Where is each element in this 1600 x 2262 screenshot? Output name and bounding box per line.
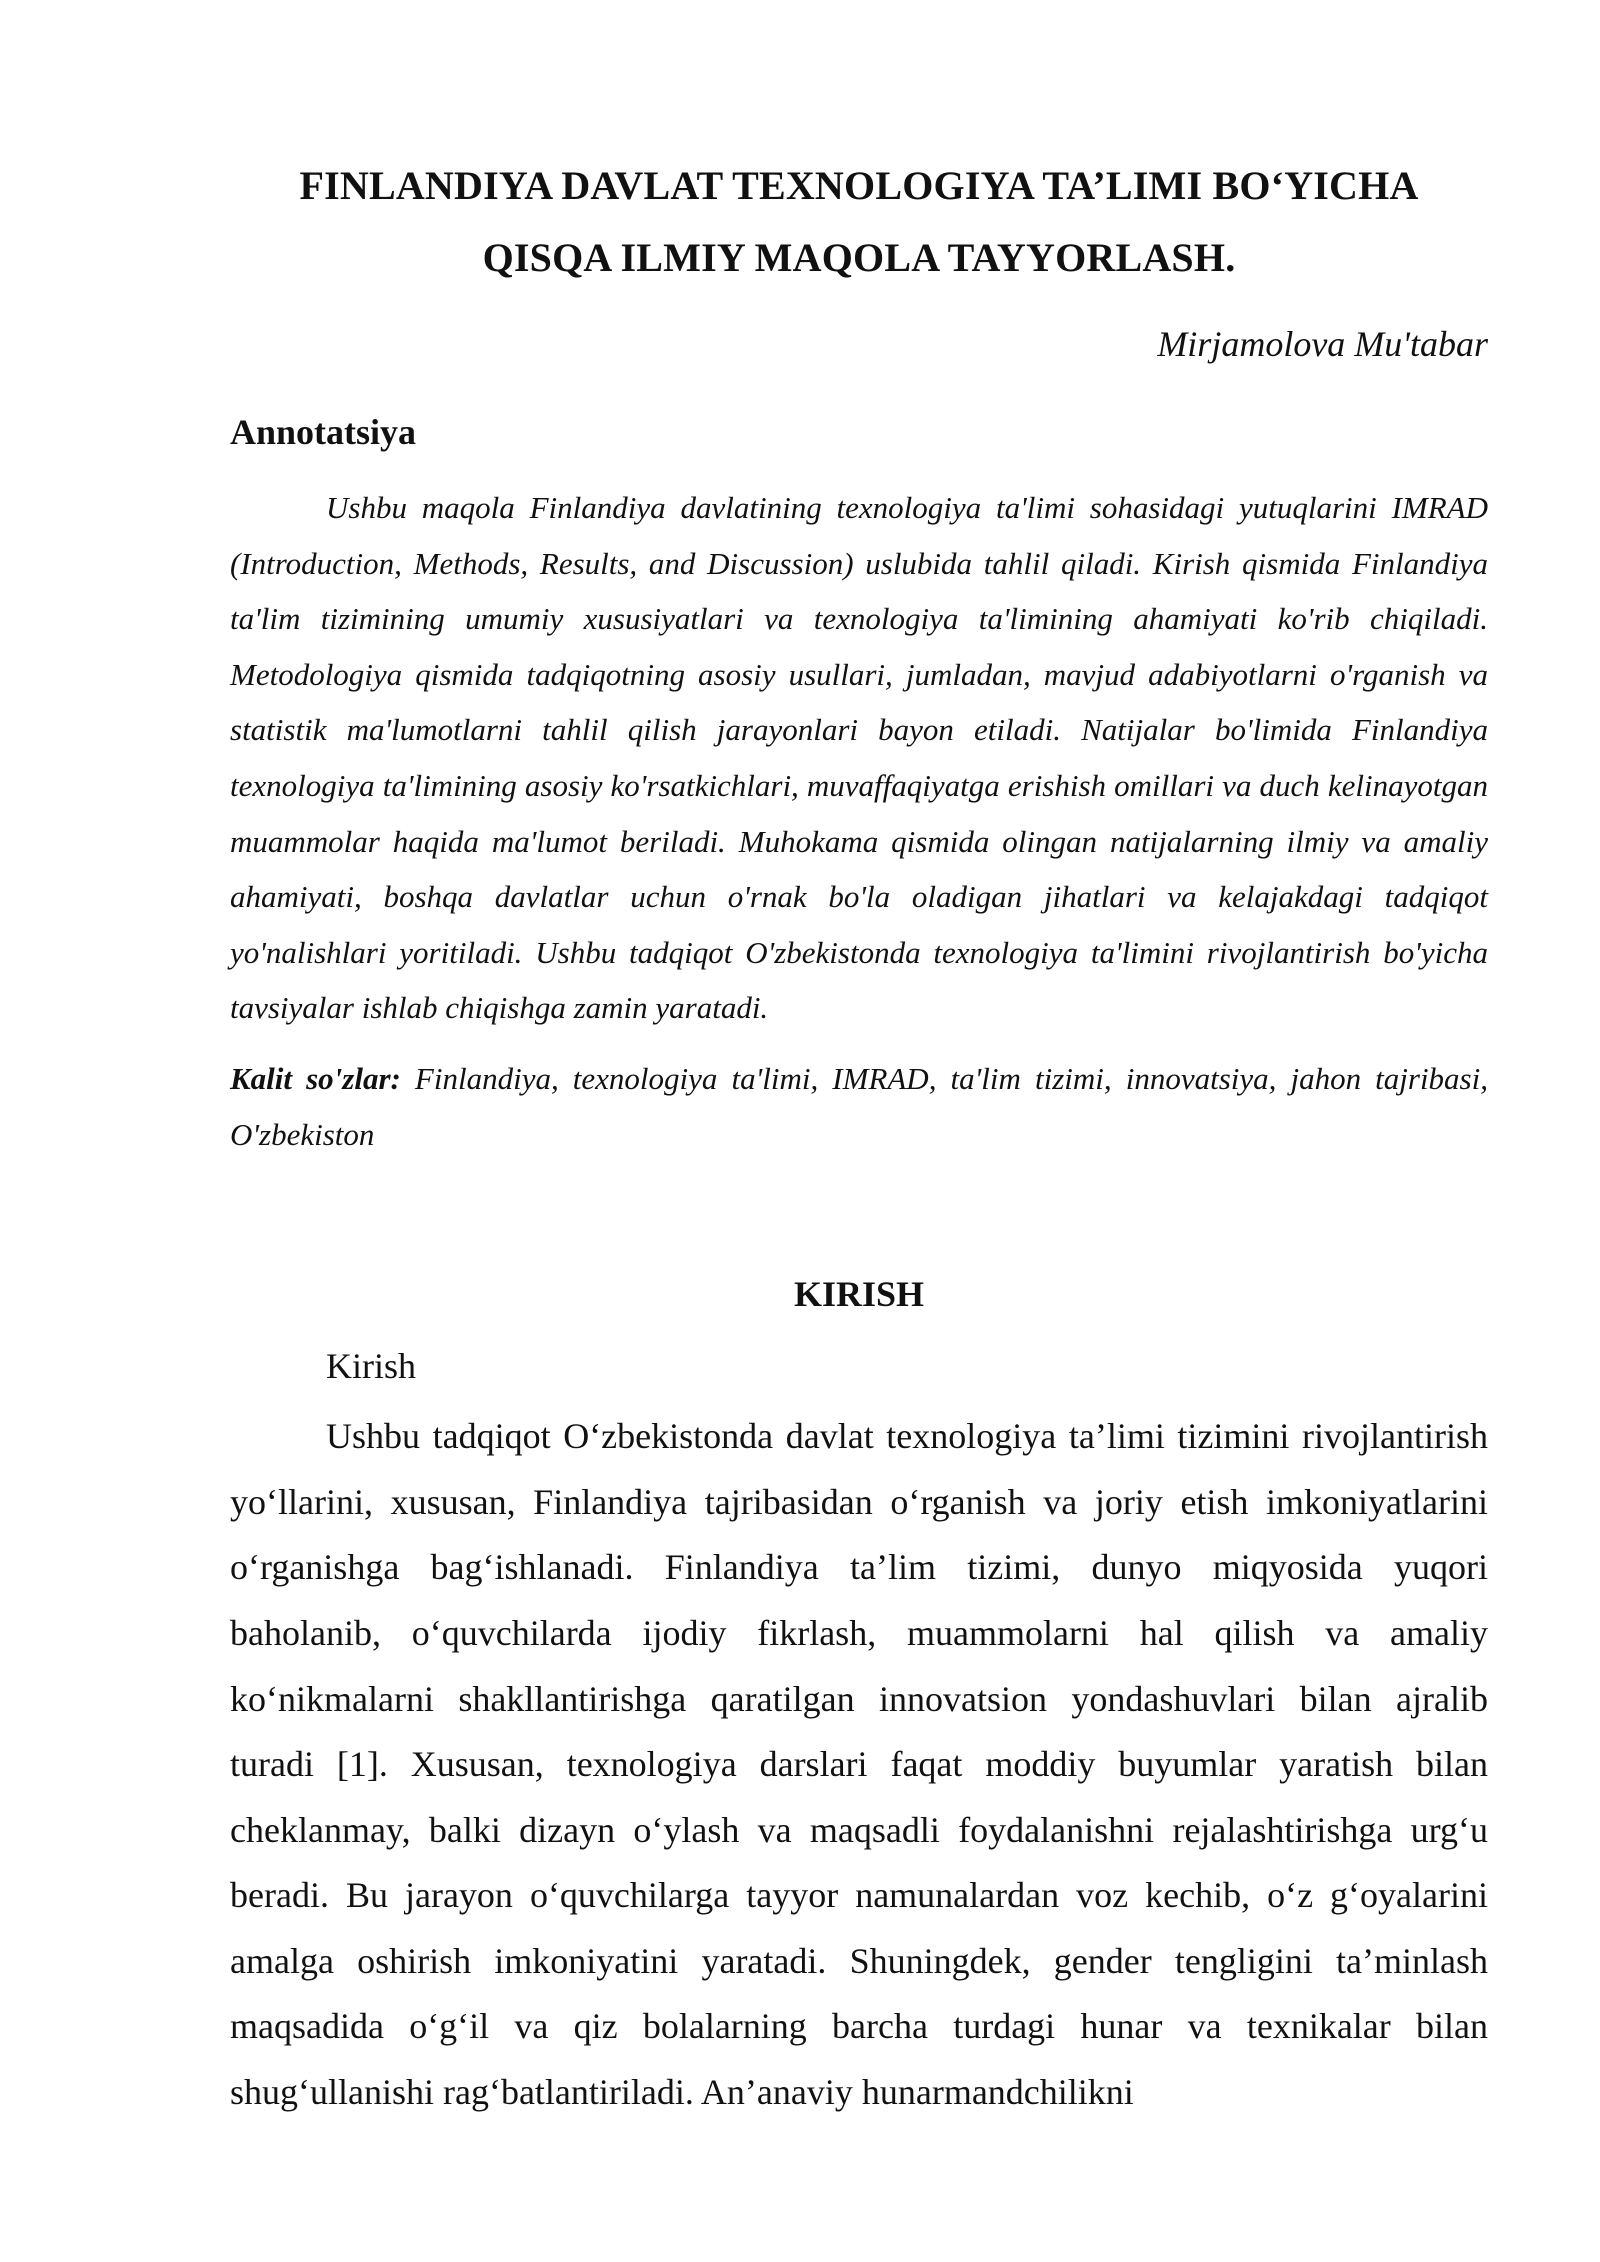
paper-title-line-1: FINLANDIYA DAVLAT TEXNOLOGIYA TA’LIMI BO‘YICHA — [299, 163, 1419, 208]
paper-title-line-2: QISQA ILMIY MAQOLA TAYYORLASH. — [482, 235, 1236, 280]
section-heading-kirish: KIRISH — [793, 1274, 925, 1315]
paper-title — [230, 150, 1488, 294]
abstract-text: Ushbu maqola Finlandiya davlatining texnologiya ta'limi sohasidagi yutuqlarini IMRAD (Introduction, Methods, Results, and Discussion) uslubida tahlil qiladi. Kirish qismida Finlandiya ta'lim tizimining umumiy xususiyatlari va texnologiya ta'limining ahamiyati ko'rib chiqiladi. Metodologiya qismida tadqiqotning asosiy usullari, jumladan, mavjud adabiyotlarni o'rganish va statistik ma'lumotlarni tahlil qilish jarayonlari bayon etiladi. Natijalar bo'limida Finlandiya texnologiya ta'limining asosiy ko'rsatkichlari, muvaffaqiyatga erishish omillari va duch kelinayotgan muammolar haqida ma'lumot beriladi. Muhokama qismida olingan natijalarning ilmiy va amaliy ahamiyati, boshqa davlatlar uchun o'rnak bo'la oladigan jihatlari va kelajakdagi tadqiqot yo'nalishlari yoritiladi. Ushbu tadqiqot O'zbekistonda texnologiya ta'limini rivojlantirish bo'yicha tavsiyalar ishlab chiqishga zamin yaratadi. — [230, 490, 1488, 1026]
intro-paragraph: Ushbu tadqiqot O‘zbekistonda davlat texnologiya ta’limi tizimini rivojlantirish yo‘llarini, xususan, Finlandiya tajribasidan o‘rganish va joriy etish imkoniyatlarini o‘rganishga bag‘ishlanadi. Finlandiya ta’lim tizimi, dunyo miqyosida yuqori baholanib, o‘quvchilarda ijodiy fikrlash, muammolarni hal qilish va amaliy ko‘nikmalarni shakllantirishga qaratilgan innovatsion yondashuvlari bilan ajralib turadi [1]. Xususan, texnologiya darslari faqat moddiy buyumlar yaratish bilan cheklanmay, balki dizayn o‘ylash va maqsadli foydalanishni rejalashtirishga urg‘u beradi. Bu jarayon o‘quvchilarga tayyor namunalardan voz kechib, o‘z g‘oyalarini amalga oshirish imkoniyatini yaratadi. Shuningdek, gender tengligini ta’minlash maqsadida o‘g‘il va qiz bolalarning barcha turdagi hunar va texnikalar bilan shug‘ullanishi rag‘batlantiriladi. An’anaviy hunarmandchilikni — [230, 1416, 1488, 2113]
paper-page — [230, 150, 1488, 2126]
subheading-kirish: Kirish — [326, 1346, 416, 1387]
keywords-list: Finlandiya, texnologiya ta'limi, IMRAD, ta'lim tizimi, innovatsiya, jahon tajribasi, O'zbekiston — [230, 1060, 1488, 1152]
author-name: Mirjamolova Mu'tabar — [1157, 324, 1488, 364]
annotation-heading: Annotatsiya — [230, 412, 417, 452]
keywords-label: Kalit so'zlar: — [230, 1060, 401, 1096]
keywords-line — [230, 1051, 1488, 1162]
